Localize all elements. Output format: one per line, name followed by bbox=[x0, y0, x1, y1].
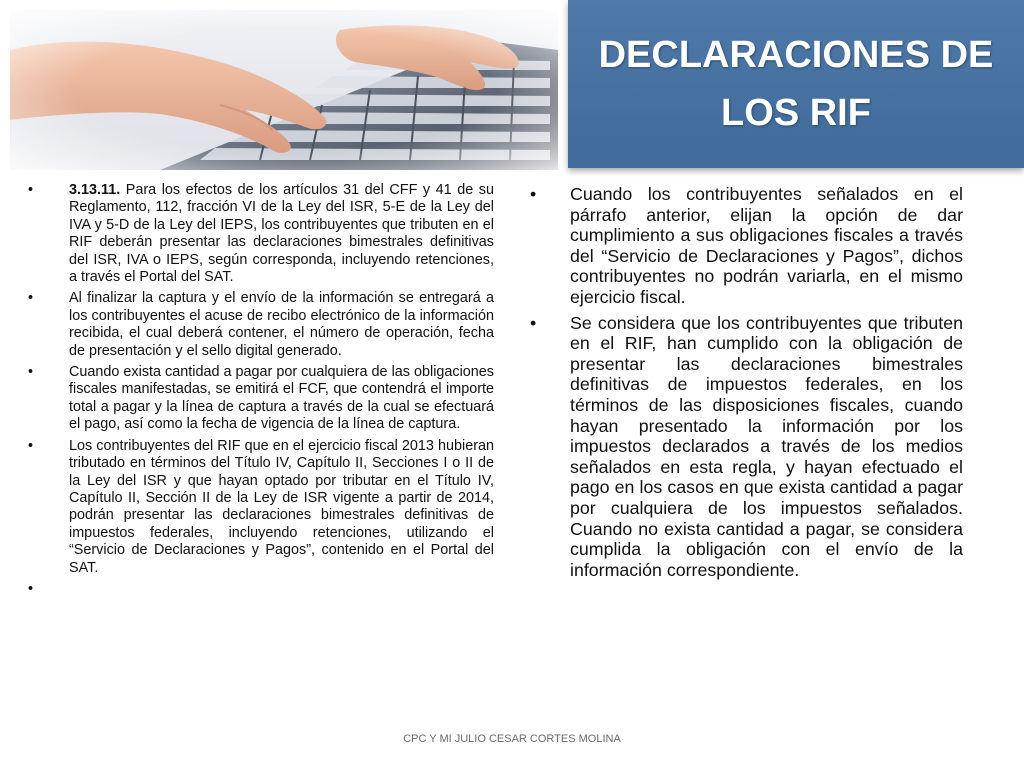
slide-title-line2: LOS RIF bbox=[721, 92, 871, 134]
slide-title bbox=[586, 26, 1006, 142]
list-item-text: Se considera que los contribuyentes que tributen en el RIF, han cumplido con la obligación de presentar las declaraciones bimestrales definitivas de impuestos federales, en los términos de las disposiciones fiscales, cuando hayan presentado la información por los impuestos declarados a través de los medios señalados en esta regla, y hayan efectuado el pago en los casos en que exista cantidad a pagar por cualquiera de los impuestos señalados. Cuando no exista cantidad a pagar, se considera cumplida la obligación con el envío de la información correspondiente. bbox=[570, 312, 963, 580]
bullet-icon: • bbox=[28, 290, 34, 307]
list-item bbox=[530, 313, 963, 581]
list-item-text: Cuando los contribuyentes señalados en el párrafo anterior, elijan la opción de dar cumplimiento a sus obligaciones fiscales a través del “Servicio de Declaraciones y Pagos”, dichos contribuyentes no podrán variarla, en el mismo ejercicio fiscal. bbox=[570, 184, 963, 307]
bullet-icon: • bbox=[28, 182, 34, 198]
title-box bbox=[568, 0, 1024, 168]
left-bullet-list bbox=[28, 182, 494, 599]
bullet-icon: • bbox=[28, 364, 34, 381]
slide-title-line1: DECLARACIONES DE bbox=[598, 34, 994, 76]
keyboard-hands-photo bbox=[10, 10, 558, 170]
left-column bbox=[28, 182, 494, 603]
list-item bbox=[530, 184, 963, 308]
list-item bbox=[28, 182, 494, 286]
list-item bbox=[28, 438, 494, 577]
right-column bbox=[530, 184, 963, 585]
empty-list-item bbox=[28, 581, 494, 599]
rule-number: 3.13.11. bbox=[69, 182, 121, 198]
bullet-icon: • bbox=[530, 184, 537, 204]
right-bullet-list bbox=[530, 184, 963, 580]
keyboard-photo-illustration bbox=[10, 10, 558, 170]
list-item-text: Los contribuyentes del RIF que en el ejercicio fiscal 2013 hubieran tributado en términos del Título IV, Capítulo II, Secciones I o II de la Ley del ISR y que hayan optado por tributar en el Título IV, Capítulo II, Sección II de la Ley de ISR vigente a partir de 2014, podrán presentar las declaraciones bimestrales definitivas de impuestos federales, incluyendo retenciones, utilizando el “Servicio de Declaraciones y Pagos”, contenido en el Portal del SAT. bbox=[69, 437, 494, 576]
list-item bbox=[28, 364, 494, 434]
list-item-text: Cuando exista cantidad a pagar por cualquiera de las obligaciones fiscales manifestadas, se emitirá el FCF, que contendrá el importe total a pagar y la línea de captura a través de la cual se efectuará el pago, así como la fecha de vigencia de la línea de captura. bbox=[69, 364, 494, 433]
footer-author: CPC Y MI JULIO CESAR CORTES MOLINA bbox=[403, 733, 621, 745]
bullet-icon: • bbox=[530, 312, 537, 333]
list-item-text: Al finalizar la captura y el envío de la información se entregará a los contribuyentes el acuse de recibo electrónico de la información recibida, el cual deberá contener, el número de operación, fecha de presentación y el sello digital generado. bbox=[69, 290, 494, 359]
list-item bbox=[28, 290, 494, 360]
bullet-icon: • bbox=[28, 580, 34, 597]
bullet-icon: • bbox=[28, 437, 34, 454]
list-item-text: Para los efectos de los artículos 31 del CFF y 41 de su Reglamento, 112, fracción VI de la Ley del ISR, 5-E de la Ley del IVA y 5-D de la Ley del IEPS, los contribuyentes que tributen en el RIF deberán presentar las declaraciones bimestrales definitivas del ISR, IVA o IEPS, según corresponda, incluyendo retenciones, a través el Portal del SAT. bbox=[69, 182, 494, 286]
